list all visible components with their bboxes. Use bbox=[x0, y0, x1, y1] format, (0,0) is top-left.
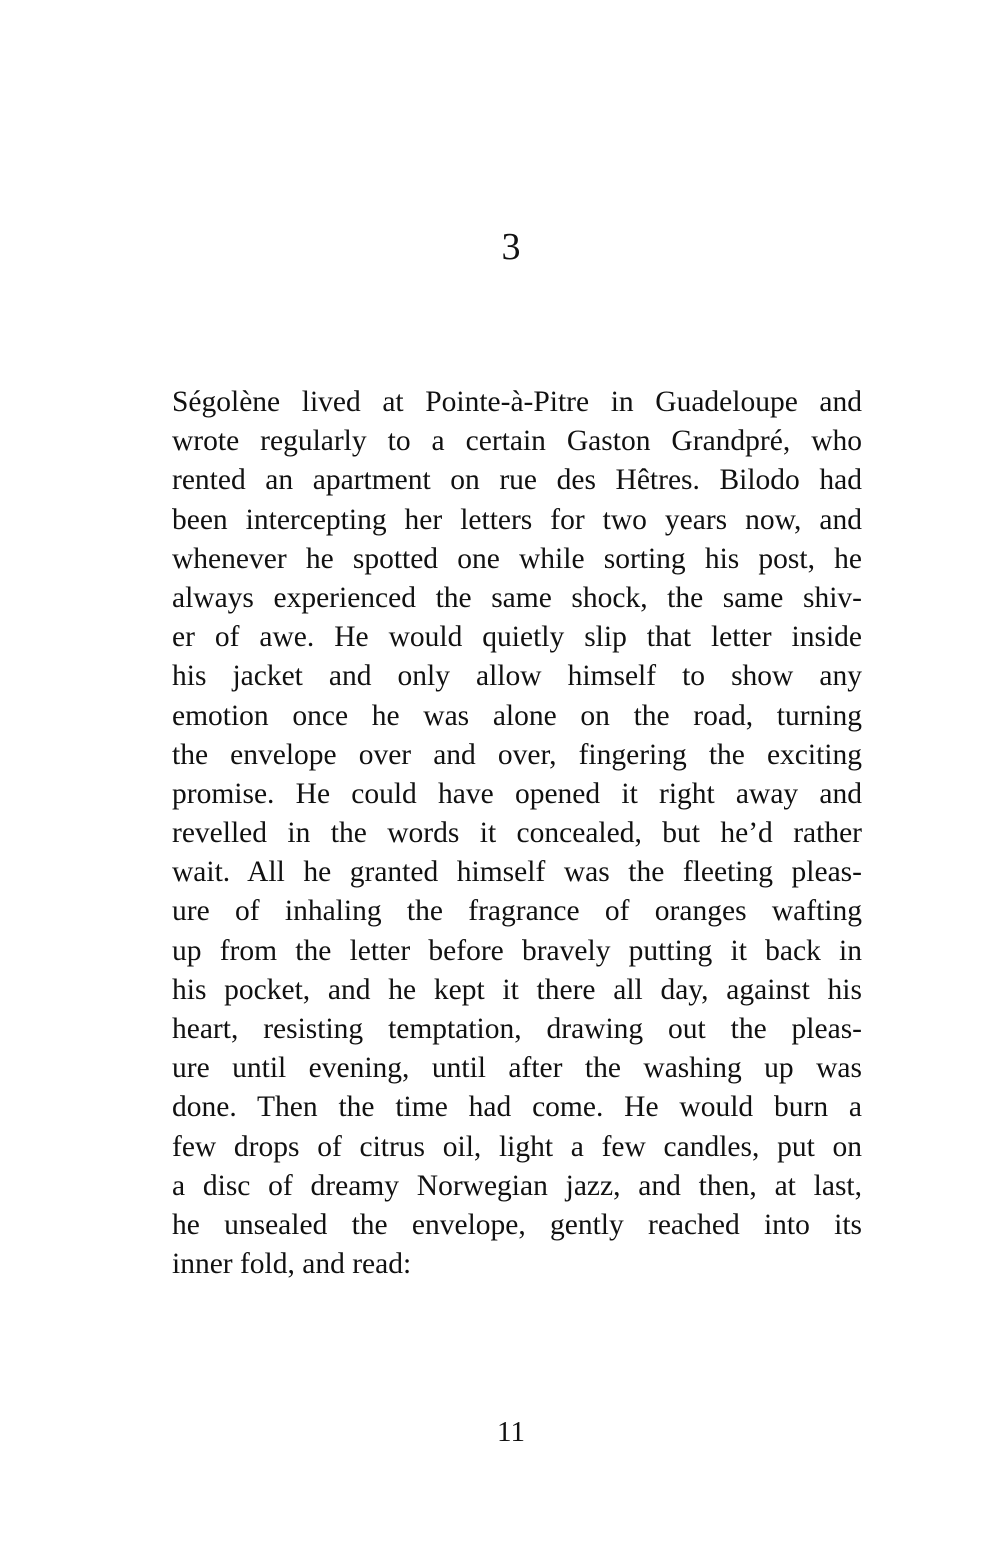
page-number: 11 bbox=[497, 1416, 525, 1448]
text-line: whenever he spotted one while sorting his post, he bbox=[172, 542, 862, 575]
text-line: ure of inhaling the fragrance of oranges wafting bbox=[172, 895, 862, 928]
text-line: Ségolène lived at Pointe-à-Pitre in Guadeloupe and bbox=[172, 386, 862, 418]
text-line: wrote regularly to a certain Gaston Grandpré, who bbox=[172, 425, 862, 458]
text-line: inner fold, and read: bbox=[172, 1248, 412, 1281]
text-line: always experienced the same shock, the same shiv- bbox=[172, 581, 862, 614]
text-line: the envelope over and over, fingering the exciting bbox=[172, 738, 862, 771]
body-paragraph bbox=[172, 383, 862, 1284]
text-line: been intercepting her letters for two years now, and bbox=[172, 503, 862, 536]
text-line: a disc of dreamy Norwegian jazz, and then, at last, bbox=[172, 1169, 862, 1202]
text-line: his pocket, and he kept it there all day, against his bbox=[172, 973, 862, 1006]
text-line: emotion once he was alone on the road, turning bbox=[172, 699, 862, 732]
text-line: ure until evening, until after the washing up was bbox=[172, 1052, 862, 1085]
chapter-number: 3 bbox=[501, 226, 521, 268]
text-line: he unsealed the envelope, gently reached into its bbox=[172, 1208, 862, 1241]
text-line: rented an apartment on rue des Hêtres. Bilodo had bbox=[172, 464, 862, 497]
text-line: up from the letter before bravely putting it back in bbox=[172, 934, 862, 967]
text-line: wait. All he granted himself was the fleeting pleas- bbox=[172, 856, 862, 889]
text-line: heart, resisting temptation, drawing out the pleas- bbox=[172, 1013, 862, 1045]
text-line: done. Then the time had come. He would burn a bbox=[172, 1091, 862, 1124]
text-line: few drops of citrus oil, light a few candles, put on bbox=[172, 1130, 862, 1163]
text-line: er of awe. He would quietly slip that letter inside bbox=[172, 621, 862, 654]
text-line: promise. He could have opened it right away and bbox=[172, 777, 862, 810]
text-line: revelled in the words it concealed, but he’d rather bbox=[172, 817, 862, 850]
text-line: his jacket and only allow himself to show any bbox=[172, 660, 862, 693]
